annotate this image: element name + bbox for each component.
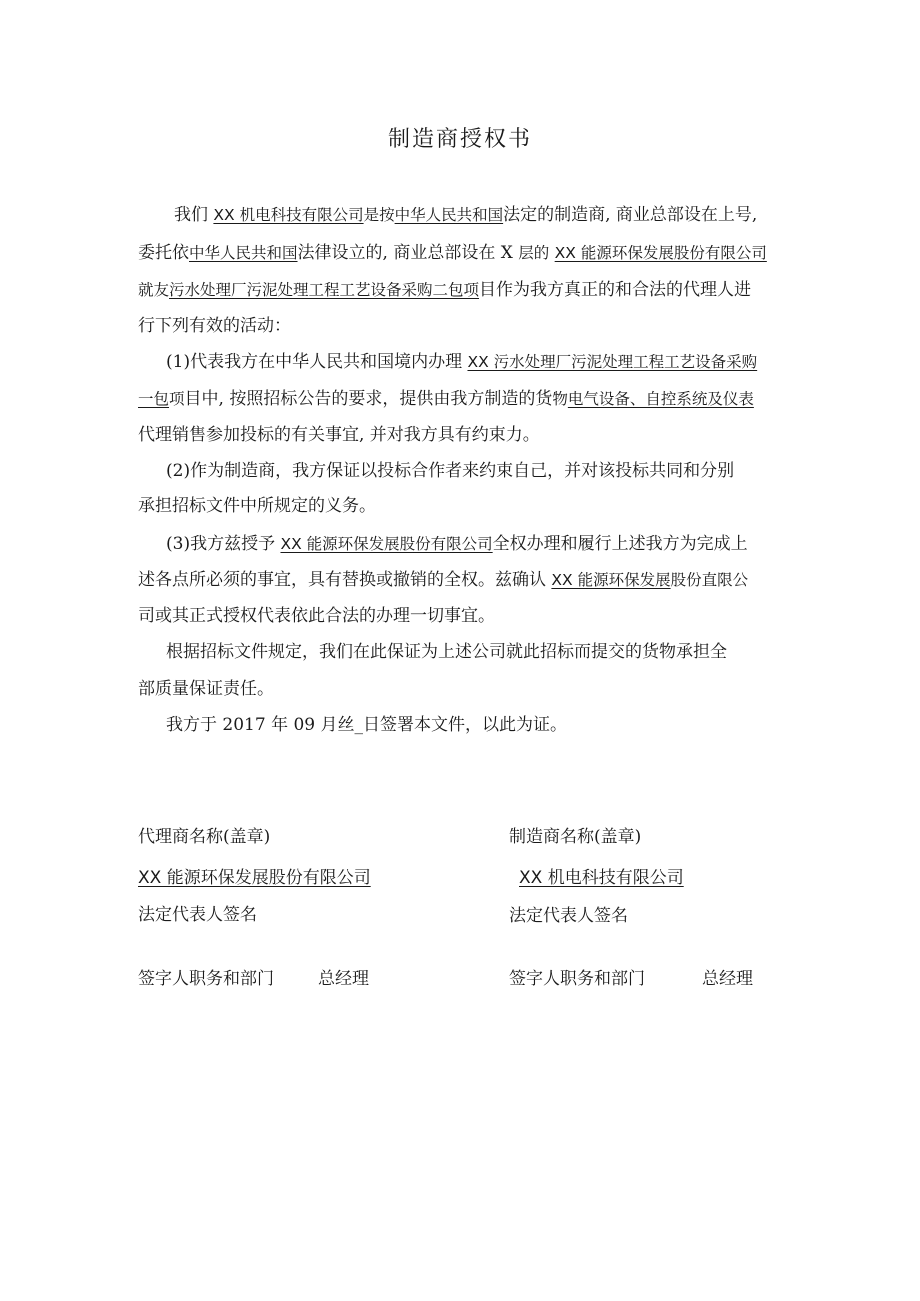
agent-company-name: XX 能源环保发展股份有限公司	[280, 535, 493, 553]
paragraph-1-line-2	[138, 241, 767, 265]
project-name: 污水处理厂污泥处理工程工艺设备采购二包项	[169, 281, 480, 299]
item-1-line-3: 代理销售参加投标的有关事宜, 并对我方具有约束力。	[138, 425, 540, 445]
signing-date-statement: 我方于 2017 年 09 月丝_日签署本文件，以此为证。	[166, 715, 568, 735]
text: 目中, 按照招标公告的要求，提供由我方制造的货	[184, 389, 553, 409]
manufacturer-position-label: 签字人职务和部门	[509, 969, 645, 989]
agent-company-name: XX 能源环保发展股份有限公司	[554, 244, 767, 262]
paragraph-2-line-1: 根据招标文件规定，我们在此保证为上述公司就此招标而提交的货物承担全	[166, 642, 727, 662]
text: 就友	[138, 281, 170, 299]
text: 项	[169, 390, 185, 408]
paragraph-1-line-4: 行下列有效的活动：	[138, 316, 291, 336]
agent-position-value: 总经理	[318, 969, 369, 989]
text: (1)代表我方在中华人民共和国境内办理	[166, 352, 468, 372]
manufacturer-company-name: XX 机电科技有限公司	[213, 206, 364, 224]
item-2-line-1: (2)作为制造商，我方保证以投标合作者来约束自己，并对该投标共同和分别	[166, 461, 735, 481]
agent-name-label: 代理商名称(盖章)	[138, 827, 271, 847]
manufacturer-company-name: XX 机电科技有限公司	[519, 868, 684, 888]
text: 述各点所必须的事宜，具有替换或撤销的全权。兹确认	[138, 570, 552, 590]
agent-legal-rep-label: 法定代表人签名	[138, 905, 257, 925]
item-3-line-1	[166, 532, 748, 556]
text: 我们	[174, 205, 214, 225]
manufacturer-name-label: 制造商名称(盖章)	[509, 827, 642, 847]
country-name: 中华人民共和国	[394, 206, 504, 224]
paragraph-2-line-2: 部质量保证责任。	[138, 679, 274, 699]
item-1-line-1	[166, 350, 757, 374]
text: 股份直限公	[670, 571, 749, 589]
text: 物	[552, 390, 568, 408]
text: 法律设立的, 商业总部设在 X	[297, 243, 519, 263]
manufacturer-legal-rep-label: 法定代表人签名	[509, 906, 628, 923]
text: 法定的制造商, 商业总部设在上号,	[503, 205, 758, 225]
text: 委托依	[138, 243, 189, 263]
agent-company-name: XX 能源环保发展	[551, 571, 671, 589]
country-name: 中华人民共和国	[189, 244, 298, 262]
item-2-line-2: 承担招标文件中所规定的义务。	[138, 496, 376, 516]
paragraph-1-line-1	[174, 203, 757, 227]
text: 层的	[518, 244, 550, 262]
manufacturer-position-value: 总经理	[702, 969, 753, 989]
goods-name: 电气设备、自控系统及仪表	[567, 390, 754, 408]
agent-company-name: XX 能源环保发展股份有限公司	[138, 868, 371, 888]
text: 是按	[363, 206, 395, 224]
item-3-line-2	[138, 568, 748, 592]
item-3-line-3: 司或其正式授权代表依此合法的办理一切事宜。	[138, 606, 495, 626]
text: 目作为我方真正的和合法的代理人进	[479, 280, 752, 300]
paragraph-1-line-3	[138, 278, 751, 302]
text: (3)我方兹授予	[166, 534, 281, 554]
project-name-continued: 一包	[138, 390, 170, 408]
item-1-line-2	[138, 387, 754, 411]
agent-position-label: 签字人职务和部门	[138, 969, 274, 989]
document-title: 制造商授权书	[387, 127, 532, 152]
project-name: XX 污水处理厂污泥处理工程工艺设备采购	[467, 353, 758, 371]
text: 全权办理和履行上述我方为完成上	[492, 534, 748, 554]
